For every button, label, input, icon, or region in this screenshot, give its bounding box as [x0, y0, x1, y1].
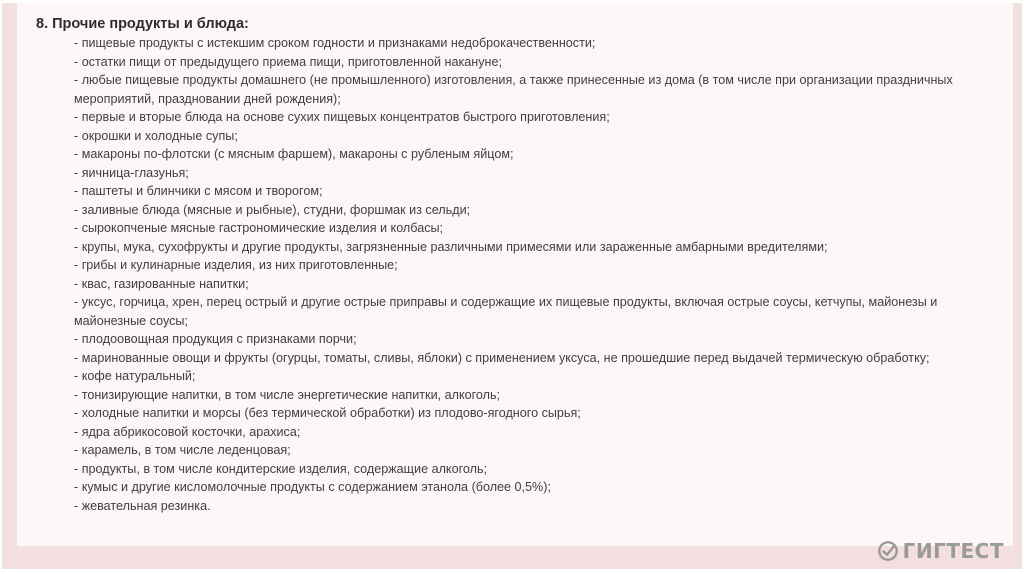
list-item: - холодные напитки и морсы (без термической обработки) из плодово-ягодного сырья;: [74, 406, 581, 420]
list-item: - крупы, мука, сухофрукты и другие продукты, загрязненные различными примесями или зараженные амбарными вредителями;: [74, 239, 828, 254]
list-item: - остатки пищи от предыдущего приема пищи, приготовленной накануне;: [74, 54, 503, 69]
list-item: - кумыс и другие кисломолочные продукты с содержанием этанола (более 0,5%);: [74, 480, 551, 494]
list-item: - первые и вторые блюда на основе сухих пищевых концентратов быстрого приготовления;: [74, 110, 610, 124]
list-item: - заливные блюда (мясные и рыбные), студни, форшмак из сельди;: [74, 202, 471, 217]
slide-panel: [17, 3, 1013, 546]
prohibited-products-list: [36, 34, 976, 515]
list-item: - ядра абрикосовой косточки, арахиса;: [74, 424, 301, 439]
check-circle-icon: [877, 540, 899, 562]
list-item: - паштеты и блинчики с мясом и творогом;: [74, 184, 323, 198]
list-item: - уксус, горчица, хрен, перец острый и другие острые приправы и содержащие их пищевые продукты, включая острые соусы, кетчупы, майонезы и майонезные соусы;: [74, 295, 941, 328]
slide-heading: 8. Прочие продукты и блюда:: [36, 16, 249, 32]
slide-frame: [2, 3, 1022, 569]
list-item: - маринованные овощи и фрукты (огурцы, томаты, сливы, яблоки) с применением уксуса, не прошедшие перед выдачей термическую обработку;: [74, 350, 930, 365]
list-item: - кофе натуральный;: [74, 369, 196, 383]
list-item: - яичница-глазунья;: [74, 165, 189, 180]
gigtest-logo: [877, 539, 1004, 563]
list-item: - продукты, в том числе кондитерские изделия, содержащие алкоголь;: [74, 461, 488, 476]
slide-content: [36, 15, 976, 515]
list-item: - квас, газированные напитки;: [74, 276, 249, 291]
list-item: - жевательная резинка.: [74, 498, 211, 513]
list-item: - сырокопченые мясные гастрономические изделия и колбасы;: [74, 221, 444, 235]
logo-text: ГИГТЕСТ: [902, 539, 1004, 563]
list-item: - грибы и кулинарные изделия, из них приготовленные;: [74, 258, 398, 272]
list-item: - пищевые продукты с истекшим сроком годности и признаками недоброкачественности;: [74, 36, 596, 50]
list-item: - окрошки и холодные супы;: [74, 128, 238, 143]
list-item: - тонизирующие напитки, в том числе энергетические напитки, алкоголь;: [74, 387, 501, 402]
list-item: - плодоовощная продукция с признаками порчи;: [74, 332, 357, 346]
list-item: - карамель, в том числе леденцовая;: [74, 443, 291, 457]
list-item: - макароны по-флотски (с мясным фаршем), макароны с рубленым яйцом;: [74, 147, 514, 161]
list-item: - любые пищевые продукты домашнего (не промышленного) изготовления, а также принесенные из дома (в том числе при организации праздничных мероприятий, праздновании дней рождения);: [74, 73, 957, 106]
